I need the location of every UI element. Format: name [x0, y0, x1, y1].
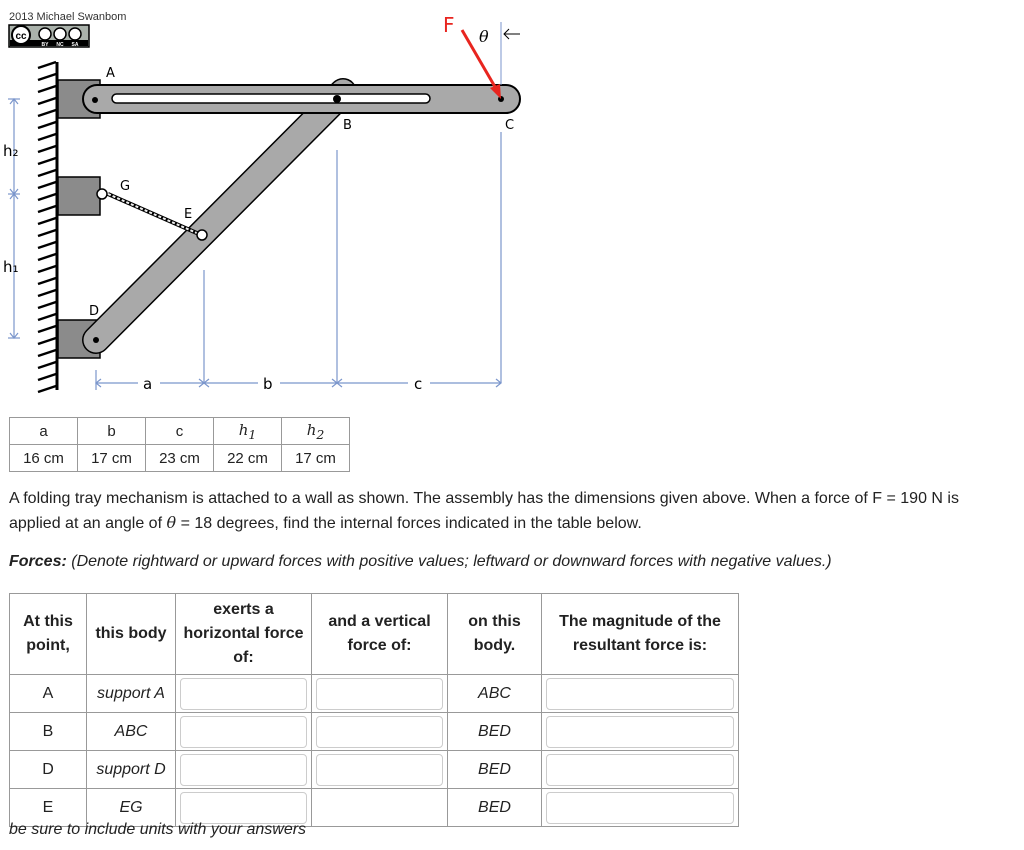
dim-value-h1: 22 cm: [214, 445, 282, 472]
pin-b: [333, 95, 341, 103]
horizontal-force-input-d[interactable]: [180, 754, 307, 786]
dim-value-b: 17 cm: [78, 445, 146, 472]
cc-term-sa: SA: [71, 42, 79, 48]
pin-d: [93, 337, 99, 343]
support-g: [58, 177, 100, 215]
forces-label: Forces:: [9, 553, 67, 570]
problem-text-1: A folding tray mechanism is attached to a wall as shown. The assembly has the dimensions given above. When a force of F = 190 N is applied at an angle of: [9, 490, 959, 532]
forces-header-row: [10, 594, 739, 675]
label-b: B: [343, 118, 352, 133]
header-point: At this point,: [10, 594, 87, 675]
horizontal-force-input-e[interactable]: [180, 792, 307, 824]
theta-symbol: θ: [166, 513, 177, 532]
cc-text: cc: [15, 31, 27, 42]
row-body: ABC: [87, 713, 176, 751]
dim-header-h2: $h_2$: [282, 418, 350, 445]
vertical-force-input-b[interactable]: [316, 716, 443, 748]
row-point: A: [10, 675, 87, 713]
row-on-body: BED: [448, 751, 542, 789]
label-c: C: [505, 118, 515, 133]
label-dim-a: a: [143, 375, 153, 393]
header-on-body: on this body.: [448, 594, 542, 675]
row-point: D: [10, 751, 87, 789]
row-on-body: BED: [448, 713, 542, 751]
dim-header-h1: $h_1$: [214, 418, 282, 445]
pin-a: [92, 97, 98, 103]
forces-note: [9, 553, 832, 571]
dimensions-value-row: [10, 445, 350, 472]
dim-header-c: c: [146, 418, 214, 445]
vertical-force-cell-e-empty: [312, 789, 448, 827]
table-row: [10, 675, 739, 713]
vertical-force-input-d[interactable]: [316, 754, 443, 786]
label-h1: h₁: [3, 258, 19, 276]
label-dim-b: b: [263, 375, 273, 393]
label-a: A: [106, 66, 115, 81]
forces-table: [9, 593, 739, 827]
magnitude-input-d[interactable]: [546, 754, 734, 786]
magnitude-input-a[interactable]: [546, 678, 734, 710]
table-row: [10, 713, 739, 751]
dimensions-header-row: [10, 418, 350, 445]
dimensions-table: [9, 417, 350, 472]
label-dim-c: c: [414, 375, 423, 393]
label-f: F: [443, 13, 455, 37]
vertical-force-input-a[interactable]: [316, 678, 443, 710]
forces-note-text: (Denote rightward or upward forces with positive values; leftward or downward forces with negative values.): [71, 553, 832, 570]
label-theta: θ: [479, 27, 489, 46]
header-magnitude: The magnitude of the resultant force is:: [542, 594, 739, 675]
label-g: G: [120, 179, 131, 194]
cc-term-nc: NC: [56, 42, 64, 48]
dim-value-c: 23 cm: [146, 445, 214, 472]
row-on-body: ABC: [448, 675, 542, 713]
row-point: B: [10, 713, 87, 751]
header-body: this body: [87, 594, 176, 675]
row-body: support D: [87, 751, 176, 789]
row-body: EG: [87, 789, 176, 827]
cc-term-by: BY: [41, 42, 49, 48]
magnitude-input-b[interactable]: [546, 716, 734, 748]
tray-abc: [83, 85, 520, 113]
table-row: [10, 751, 739, 789]
units-footnote: be sure to include units with your answers: [9, 821, 307, 838]
row-point: E: [10, 789, 87, 827]
magnitude-input-e[interactable]: [546, 792, 734, 824]
horizontal-force-input-b[interactable]: [180, 716, 307, 748]
mechanism-figure: [0, 0, 524, 402]
row-body: support A: [87, 675, 176, 713]
problem-statement: [9, 487, 1014, 536]
row-on-body: BED: [448, 789, 542, 827]
dim-value-h2: 17 cm: [282, 445, 350, 472]
label-e: E: [184, 207, 193, 222]
horizontal-force-input-a[interactable]: [180, 678, 307, 710]
cc-license-badge: [9, 25, 89, 48]
label-d: D: [89, 304, 100, 319]
dim-header-b: b: [78, 418, 146, 445]
header-vertical: and a vertical force of:: [312, 594, 448, 675]
dim-header-a: a: [10, 418, 78, 445]
problem-text-2: = 18 degrees, find the internal forces indicated in the table below.: [180, 515, 642, 532]
figure-credit: 2013 Michael Swanbom: [9, 11, 127, 23]
label-h2: h₂: [3, 142, 19, 160]
dim-value-a: 16 cm: [10, 445, 78, 472]
header-horizontal: exerts a horizontal force of:: [176, 594, 312, 675]
